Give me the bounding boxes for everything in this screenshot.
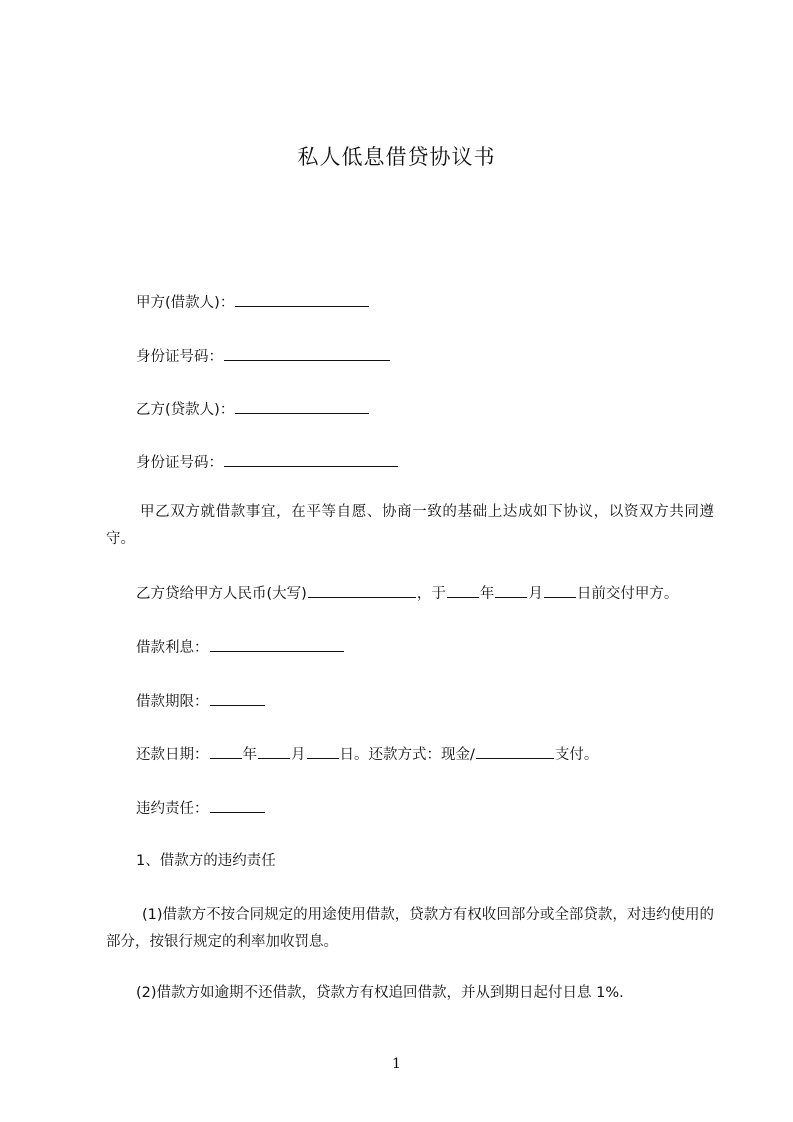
loan-amount-line — [136, 583, 678, 604]
loan-month-blank — [495, 583, 527, 598]
repayment-prefix: 还款日期： — [136, 747, 209, 763]
party-a-label: 甲方(借款人)： — [136, 295, 235, 311]
repay-day-method: 日。还款方式：现金/ — [339, 747, 475, 763]
party-a-id-line — [136, 346, 391, 367]
party-a-blank — [235, 292, 369, 307]
loan-amount-blank — [308, 583, 416, 598]
repay-year-blank — [210, 744, 242, 759]
loan-day-blank — [544, 583, 576, 598]
party-b-line — [136, 399, 370, 420]
id-number-label-2: 身份证号码： — [136, 455, 223, 471]
term-label: 借款期限： — [136, 694, 209, 710]
party-a-line — [136, 292, 370, 313]
loan-amount-mid: ，于 — [416, 586, 446, 602]
loan-amount-suffix: 日前交付甲方。 — [576, 586, 679, 602]
interest-label: 借款利息： — [136, 640, 209, 656]
loan-amount-prefix: 乙方贷给甲方人民币(大写) — [136, 586, 307, 602]
party-b-blank — [235, 399, 369, 414]
party-b-id-line — [136, 452, 399, 473]
section-heading: 1、借款方的违约责任 — [136, 853, 276, 869]
id-number-label: 身份证号码： — [136, 349, 223, 365]
interest-blank — [210, 637, 344, 652]
party-b-id-blank — [224, 452, 398, 467]
document-title: 私人低息借贷协议书 — [297, 145, 496, 169]
repay-year-label: 年 — [242, 747, 257, 763]
party-a-id-blank — [224, 346, 390, 361]
repayment-suffix: 支付。 — [554, 747, 599, 763]
repay-day-blank — [307, 744, 339, 759]
interest-line — [136, 637, 345, 658]
repay-method-blank — [476, 744, 554, 759]
loan-year-blank — [447, 583, 479, 598]
page-number: 1 — [392, 1056, 401, 1072]
clause-2: (2)借款方如逾期不还借款，贷款方有权追回借款，并从到期日起付日息 1%. — [136, 985, 624, 1001]
party-b-label: 乙方(贷款人)： — [136, 402, 235, 418]
breach-blank — [210, 798, 265, 813]
breach-line — [136, 798, 266, 819]
breach-label: 违约责任： — [136, 801, 209, 817]
clause-1: (1)借款方不按合同规定的用途使用借款，贷款方有权收回部分或全部贷款，对违约使用的部分，按银行规定的利率加收罚息。 — [106, 907, 714, 950]
term-blank — [210, 691, 265, 706]
intro-paragraph: 甲乙双方就借款事宜，在平等自愿、协商一致的基础上达成如下协议，以资双方共同遵守。 — [106, 504, 714, 547]
repayment-line — [136, 744, 598, 765]
repay-month-label: 月 — [291, 747, 306, 763]
loan-month-label: 月 — [528, 586, 543, 602]
term-line — [136, 691, 266, 712]
repay-month-blank — [258, 744, 290, 759]
loan-year-label: 年 — [479, 586, 495, 602]
